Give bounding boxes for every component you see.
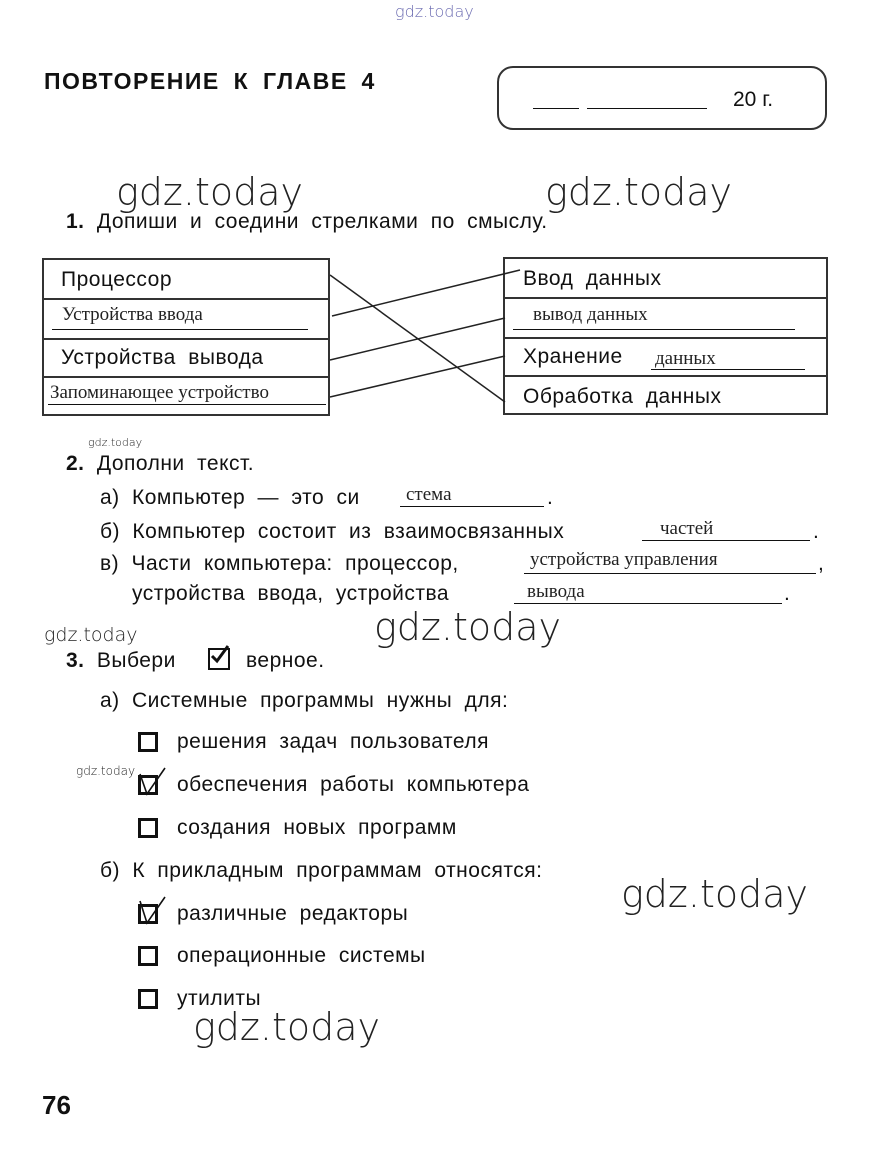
left-item-input-devices: Устройства ввода <box>62 304 203 325</box>
right-item-storage: Хранение <box>523 345 623 368</box>
option-a2: обеспечения работы компьютера <box>177 773 530 796</box>
task2-v-dot: . <box>784 582 791 605</box>
checkbox-b3[interactable] <box>138 989 158 1009</box>
checkbox-a2[interactable] <box>138 775 158 795</box>
watermark: gdz.today <box>116 170 303 214</box>
task2-b-answer: частей <box>660 518 714 539</box>
checkbox-b2[interactable] <box>138 946 158 966</box>
task3-text-after: верное. <box>246 649 325 672</box>
task3-b-title: б) К прикладным программам относятся: <box>100 859 543 882</box>
left-item-memory: Запоминающее устройство <box>50 382 269 403</box>
watermark: gdz.today <box>545 170 732 214</box>
checkbox-a3[interactable] <box>138 818 158 838</box>
task2-v-text: в) Части компьютера: процессор, <box>100 552 459 575</box>
watermark-top: gdz.today <box>395 2 474 21</box>
watermark: gdz.today <box>44 624 138 646</box>
task2-v-answer2: вывода <box>527 581 585 602</box>
task2-instruction <box>66 452 254 476</box>
task2-v-answer: устройства управления <box>530 549 718 570</box>
task1-text: Допиши и соедини стрелками по смыслу. <box>96 210 548 233</box>
right-item-data-output: вывод данных <box>533 304 648 325</box>
watermark: gdz.today <box>374 605 561 649</box>
right-item-storage-answer: данных <box>655 348 716 369</box>
task2-v-text2: устройства ввода, устройства <box>132 582 450 605</box>
task3-text-before: Выбери <box>96 649 176 672</box>
task1-number: 1. <box>66 210 85 233</box>
left-item-processor: Процессор <box>61 268 173 291</box>
task3-a-title: а) Системные программы нужны для: <box>100 689 509 712</box>
option-b1: различные редакторы <box>177 902 409 925</box>
task3-number: 3. <box>66 649 85 672</box>
task2-b-dot: . <box>813 520 820 543</box>
watermark: gdz.today <box>621 872 808 916</box>
page-title: ПОВТОРЕНИЕ К ГЛАВЕ 4 <box>44 68 376 94</box>
task2-b-text: б) Компьютер состоит из взаимосвязанных <box>100 520 565 543</box>
option-a1: решения задач пользователя <box>177 730 489 753</box>
left-item-output-devices: Устройства вывода <box>61 346 264 369</box>
watermark: gdz.today <box>88 436 143 449</box>
task2-a-dot: . <box>547 486 554 509</box>
task2-v-comma: , <box>818 552 825 575</box>
option-b2: операционные системы <box>177 944 426 967</box>
task2-a-text: а) Компьютер — это си <box>100 486 360 509</box>
task2-text: Дополни текст. <box>96 452 255 475</box>
page-number: 76 <box>42 1090 71 1120</box>
checkbox-a1[interactable] <box>138 732 158 752</box>
watermark: gdz.today <box>76 764 136 778</box>
watermark: gdz.today <box>193 1005 380 1049</box>
task2-number: 2. <box>66 452 85 475</box>
date-suffix: 20 г. <box>733 88 774 111</box>
right-item-data-input: Ввод данных <box>523 267 662 290</box>
task3-instruction <box>66 649 176 673</box>
option-b3: утилиты <box>177 987 262 1010</box>
checkbox-example-icon <box>208 648 230 670</box>
task2-a-answer: стема <box>406 484 452 505</box>
right-item-processing: Обработка данных <box>523 385 722 408</box>
option-a3: создания новых программ <box>177 816 457 839</box>
checkbox-b1[interactable] <box>138 904 158 924</box>
